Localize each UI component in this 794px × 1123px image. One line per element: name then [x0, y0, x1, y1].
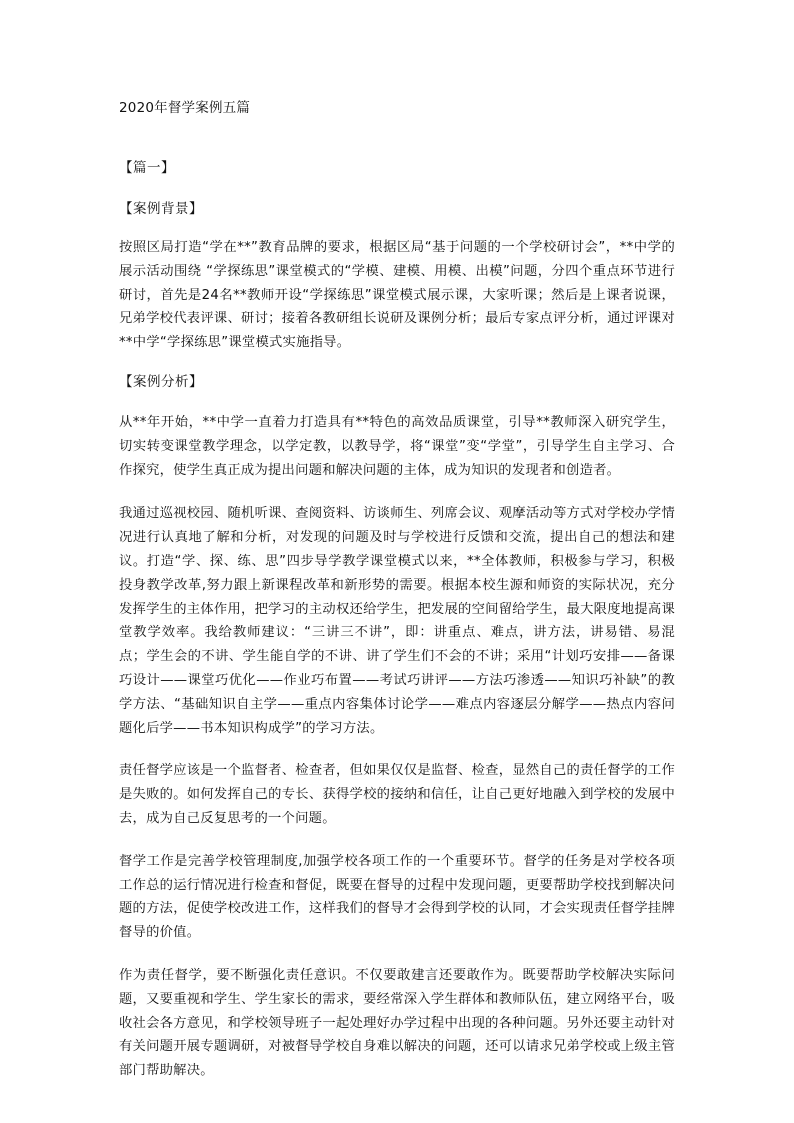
document-title: 2020年督学案例五篇: [119, 100, 251, 116]
analysis-paragraph-2: 我通过巡视校园、随机听课、查阅资料、访谈师生、列席会议、观摩活动等方式对学校办学情况进行认真地了解和分析，对发现的问题及时与学校进行反馈和交流，提出自己的想法和建议。打造“学、探、练、思”四步导学教学课堂模式以来，**全体教师，积极参与学习，积极投身教学改革,努力跟上新课程改革和新形势的需要。根据本校生源和师资的实际状况，充分发挥学生的主体作用，把学习的主动权还给学生，把发展的空间留给学生，最大限度地提高课堂教学效率。我给教师建议：“三讲三不讲”，即：讲重点、难点，讲方法，讲易错、易混点；学生会的不讲、学生能自学的不讲、讲了学生们不会的不讲；采用“计划巧安排——备课巧设计——课堂巧优化——作业巧布置——考试巧讲评——方法巧渗透——知识巧补缺”的教学方法、“基础知识自主学——重点内容集体讨论学——难点内容逐层分解学——热点内容问题化后学——书本知识构成学”的学习方法。: [119, 506, 675, 736]
background-paragraph: 按照区局打造“学在**”教育品牌的要求，根据区局“基于问题的一个学校研讨会”，**中学的展示活动围绕 “学探练思”课堂模式的“学模、建模、用模、出模”问题，分四个重点环节进行研讨，首先是24名**教师开设“学探练思”课堂模式展示课，大家听课；然后是上课者说课，兄弟学校代表评课、研讨；接着各教研组长说研及课例分析；最后专家点评分析，通过评课对**中学“学探练思”课堂模式实施指导。: [119, 240, 675, 351]
analysis-paragraph-4: 督学工作是完善学校管理制度,加强学校各项工作的一个重要环节。督学的任务是对学校各项工作总的运行情况进行检查和督促，既要在督导的过程中发现问题，更要帮助学校找到解决问题的方法，促使学校改进工作，这样我们的督导才会得到学校的认同，才会实现责任督学挂牌督导的价值。: [119, 853, 675, 941]
part-heading: 【篇一】: [119, 160, 175, 176]
analysis-paragraph-3: 责任督学应该是一个监督者、检查者，但如果仅仅是监督、检查，显然自己的责任督学的工作是失败的。如何发挥自己的专长、获得学校的接纳和信任，让自己更好地融入到学校的发展中去，成为自己反复思考的一个问题。: [119, 763, 675, 826]
analysis-paragraph-1: 从**年开始，**中学一直着力打造具有**特色的高效品质课堂，引导**教师深入研究学生，切实转变课堂教学理念，以学定教，以教导学，将“课堂”变“学堂”，引导学生自主学习、合作探究，使学生真正成为提出问题和解决问题的主体，成为知识的发现者和创造者。: [119, 414, 675, 478]
analysis-paragraph-5: 作为责任督学，要不断强化责任意识。不仅要敢建言还要敢作为。既要帮助学校解决实际问题，又要重视和学生、学生家长的需求，要经常深入学生群体和教师队伍，建立网络平台，吸收社会各方意见，和学校领导班子一起处理好办学过程中出现的各种问题。另外还要主动针对有关问题开展专题调研，对被督导学校自身难以解决的问题，还可以请求兄弟学校或上级主管部门帮助解决。: [119, 967, 675, 1079]
analysis-heading: 【案例分析】: [119, 373, 203, 390]
background-heading: 【案例背景】: [119, 201, 203, 217]
document-body: [119, 98, 675, 1083]
